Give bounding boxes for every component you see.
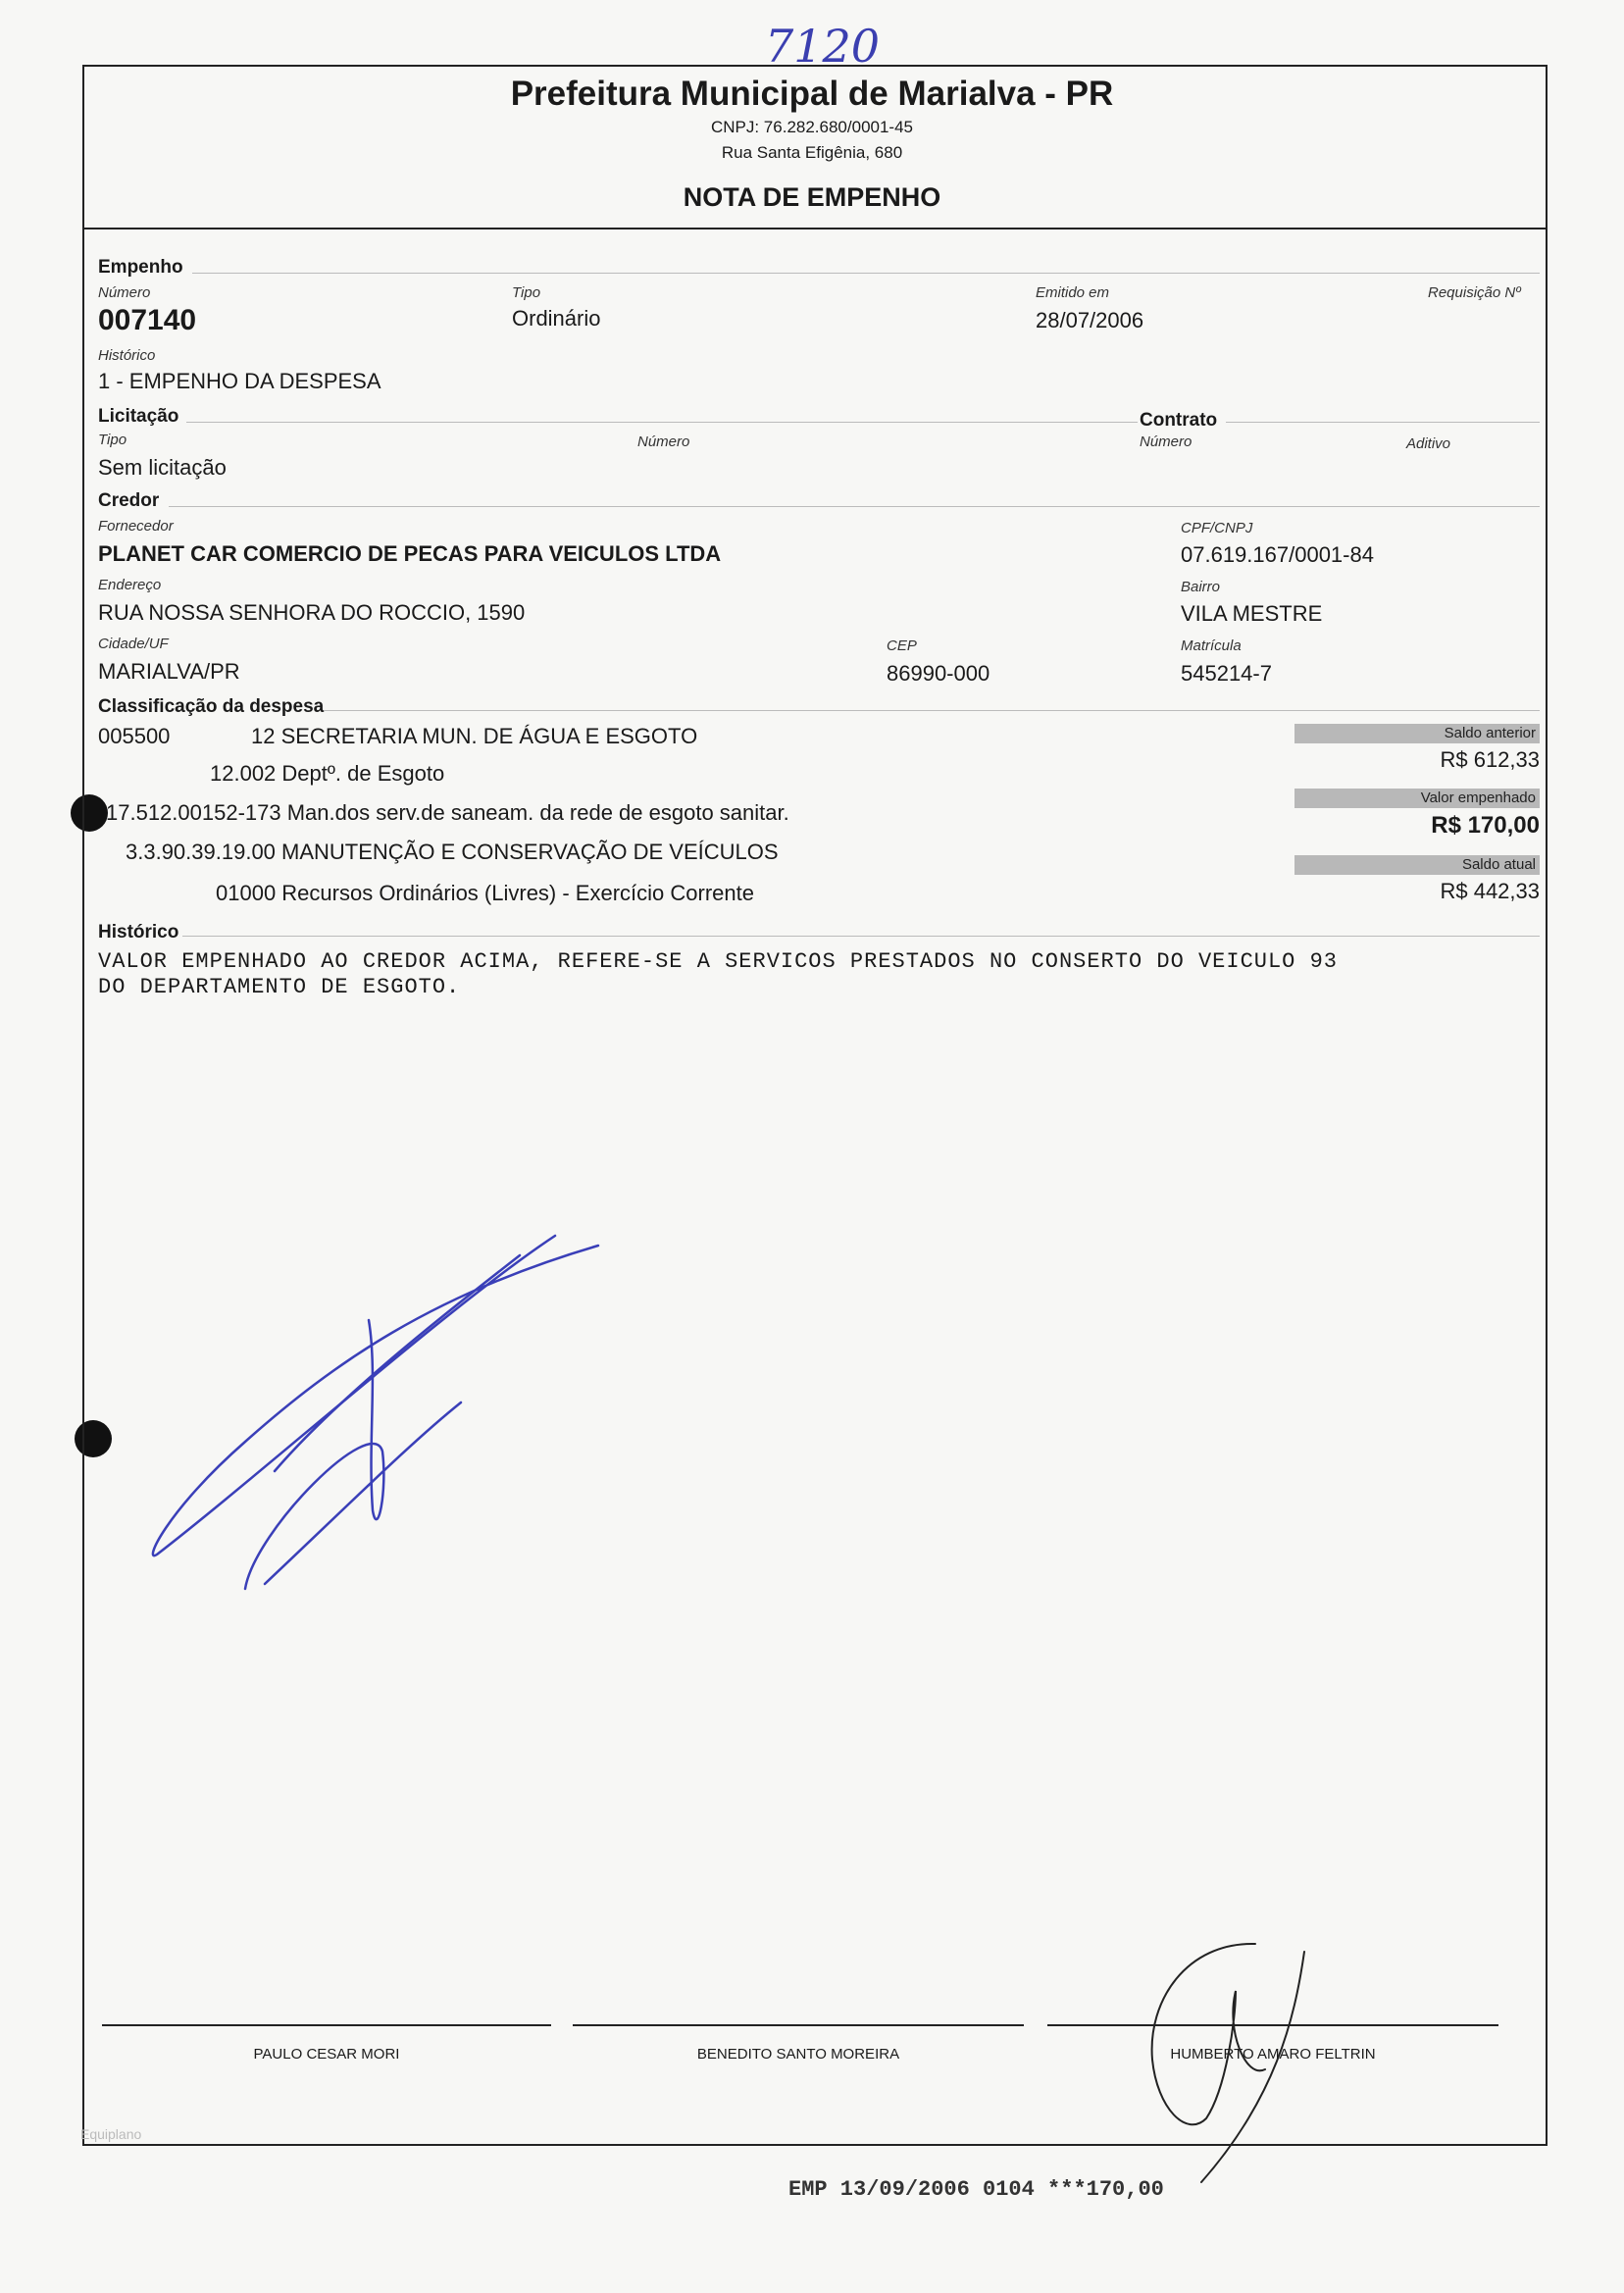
classificacao-line1: 12 SECRETARIA MUN. DE ÁGUA E ESGOTO: [251, 724, 698, 748]
signature-name-2: BENEDITO SANTO MOREIRA: [696, 2046, 900, 2063]
classificacao-line3: 17.512.00152-173 Man.dos serv.de saneam. da rede de esgoto sanitar.: [106, 800, 789, 825]
classificacao-section-label: Classificação da despesa: [98, 696, 325, 717]
classificacao-rule: [324, 710, 1540, 711]
licitacao-section-label: Licitação: [98, 406, 179, 427]
empenho-section-label: Empenho: [98, 257, 183, 278]
header-address: Rua Santa Efigênia, 680: [721, 143, 903, 162]
saldo-anterior-label: Saldo anterior: [1294, 724, 1540, 743]
footer-equiplano: Equiplano: [80, 2126, 142, 2142]
valor-empenhado: R$ 170,00: [1431, 812, 1540, 839]
saldo-atual-label: Saldo atual: [1294, 855, 1540, 875]
classificacao-line2: 12.002 Deptº. de Esgoto: [210, 761, 445, 786]
bairro: VILA MESTRE: [1181, 601, 1323, 626]
classificacao-line4: 3.3.90.39.19.00 MANUTENÇÃO E CONSERVAÇÃO DE VEÍCULOS: [126, 840, 779, 864]
signature-name-3: HUMBERTO AMARO FELTRIN: [1170, 2046, 1376, 2063]
cidade-label: Cidade/UF: [98, 636, 169, 652]
header-divider: [82, 228, 1548, 229]
empenho-tipo-label: Tipo: [512, 284, 541, 301]
cep: 86990-000: [887, 661, 990, 686]
licitacao-numero-label: Número: [637, 433, 690, 450]
matricula-label: Matrícula: [1181, 637, 1242, 654]
credor-rule: [169, 506, 1540, 507]
endereco: RUA NOSSA SENHORA DO ROCCIO, 1590: [98, 600, 526, 625]
contrato-section-label: Contrato: [1140, 410, 1218, 431]
cpf-label: CPF/CNPJ: [1181, 520, 1253, 536]
requisicao-label: Requisição Nº: [1428, 284, 1521, 301]
licitacao-tipo-label: Tipo: [98, 432, 127, 448]
bank-stamp: EMP 13/09/2006 0104 ***170,00: [788, 2177, 1164, 2202]
classificacao-code: 005500: [98, 724, 171, 748]
handwritten-number: 7120: [765, 20, 881, 73]
signature-name-1: PAULO CESAR MORI: [253, 2046, 400, 2063]
emitido-label: Emitido em: [1036, 284, 1110, 301]
empenho-historico-label: Histórico: [98, 347, 156, 364]
fornecedor-label: Fornecedor: [98, 518, 174, 535]
empenho-numero-label: Número: [98, 284, 151, 301]
licitacao-rule: [186, 422, 1138, 423]
header-cnpj: CNPJ: 76.282.680/0001-45: [710, 118, 914, 136]
empenho-rule: [192, 273, 1540, 274]
historico-section-label: Histórico: [98, 922, 179, 943]
bairro-label: Bairro: [1181, 579, 1221, 595]
emitido-date: 28/07/2006: [1036, 308, 1144, 332]
cep-label: CEP: [887, 637, 917, 654]
historico-line1: VALOR EMPENHADO AO CREDOR ACIMA, REFERE-SE A SERVICOS PRESTADOS NO CONSERTO DO VEICULO 93: [98, 949, 1338, 974]
signature-scrawl: [137, 1216, 608, 1608]
page-title: Prefeitura Municipal de Marialva - PR: [510, 75, 1114, 113]
contrato-rule: [1226, 422, 1540, 423]
classificacao-line5: 01000 Recursos Ordinários (Livres) - Exercício Corrente: [216, 881, 754, 905]
historico-rule: [182, 936, 1540, 937]
signature-handwritten: [1128, 1932, 1324, 2197]
historico-line2: DO DEPARTAMENTO DE ESGOTO.: [98, 975, 461, 999]
saldo-anterior: R$ 612,33: [1440, 747, 1540, 772]
matricula: 545214-7: [1181, 661, 1272, 686]
saldo-atual: R$ 442,33: [1440, 879, 1540, 903]
cpf-value: 07.619.167/0001-84: [1181, 542, 1374, 567]
signature-line-2: [573, 2024, 1024, 2026]
valor-empenhado-label: Valor empenhado: [1294, 789, 1540, 808]
signature-line-1: [102, 2024, 551, 2026]
document-title: NOTA DE EMPENHO: [683, 182, 941, 212]
contrato-aditivo-label: Aditivo: [1406, 435, 1451, 452]
empenho-tipo: Ordinário: [512, 306, 601, 331]
licitacao-tipo: Sem licitação: [98, 455, 227, 480]
empenho-numero: 007140: [98, 304, 197, 336]
contrato-numero-label: Número: [1140, 433, 1193, 450]
empenho-historico: 1 - EMPENHO DA DESPESA: [98, 369, 381, 393]
cidade: MARIALVA/PR: [98, 659, 240, 684]
fornecedor: PLANET CAR COMERCIO DE PECAS PARA VEICULOS LTDA: [98, 541, 722, 566]
credor-section-label: Credor: [98, 490, 160, 511]
endereco-label: Endereço: [98, 577, 162, 593]
